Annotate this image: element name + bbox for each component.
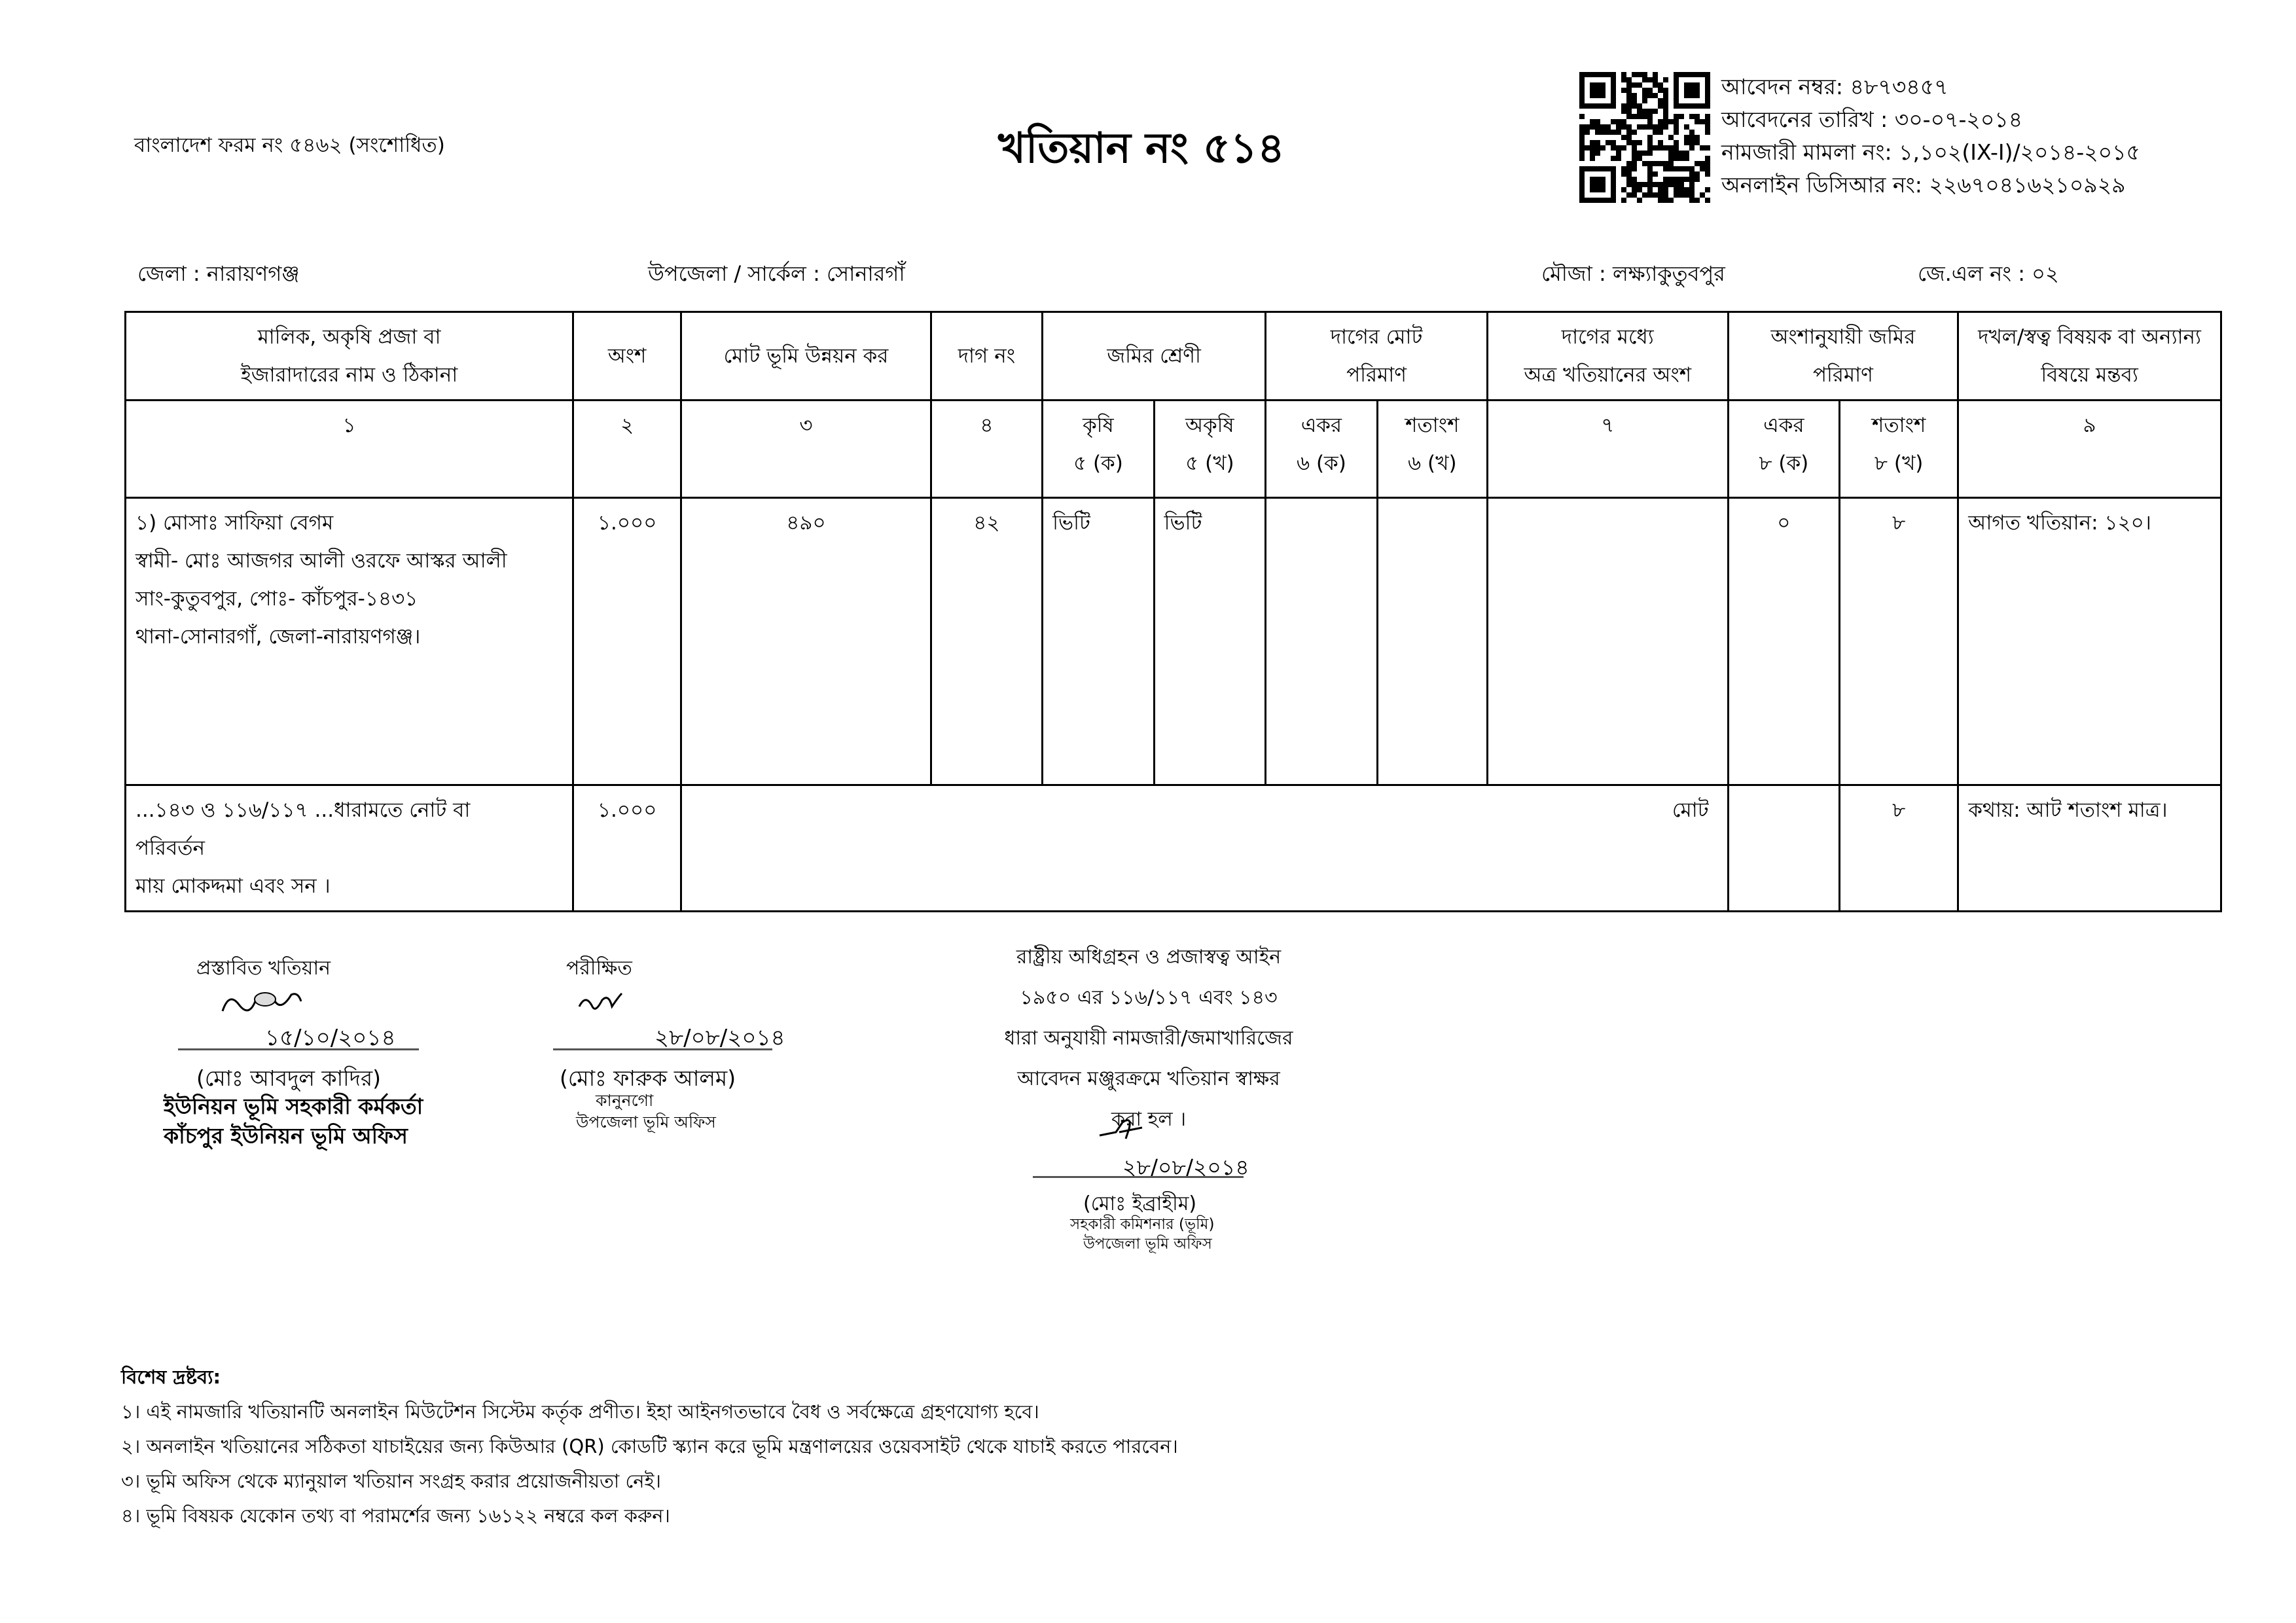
note-item: ৩। ভূমি অফিস থেকে ম্যানুয়াল খতিয়ান সংগ্রহ করার প্রয়োজনীয়তা নেই। — [121, 1470, 662, 1492]
col-num-6a — [1266, 401, 1377, 498]
application-date: আবেদনের তারিখ : ৩০-০৭-২০১৪ — [1721, 107, 2023, 132]
table-header-row — [126, 312, 2221, 401]
signature-icon — [1096, 1116, 1145, 1145]
header-share: অংশ — [573, 312, 681, 401]
header-dag-total — [1266, 312, 1488, 401]
approved-office: উপজেলা ভূমি অফিস — [1083, 1236, 1212, 1253]
header-remarks — [1958, 312, 2221, 401]
tax-cell: ৪৯০ — [681, 498, 931, 785]
header-owner-line: মালিক, অকৃষি প্রজা বা — [257, 325, 441, 349]
total-row — [126, 785, 2221, 912]
approval-line: ১৯৫০ এর ১১৬/১১৭ এবং ১৪৩ — [1020, 986, 1278, 1009]
col-num-6b — [1377, 401, 1487, 498]
owner-spouse: স্বামী- মোঃ আজগর আলী ওরফে আস্কর আলী — [135, 549, 507, 573]
dag-acre-cell — [1266, 498, 1377, 785]
approved-designation: সহকারী কমিশনার (ভূমি) — [1070, 1216, 1215, 1233]
sub-number: ৬ (ক) — [1296, 452, 1346, 475]
upazila-label: উপজেলা / সার্কেল : সোনারগাঁ — [648, 261, 905, 286]
akrishi-cell: ভিটি — [1154, 498, 1266, 785]
owner-cell — [126, 498, 573, 785]
col-num-3: ৩ — [681, 401, 931, 498]
approval-line: আবেদন মঞ্জুরক্রমে খতিয়ান স্বাক্ষর — [1017, 1067, 1280, 1090]
district-label: জেলা : নারায়ণগঞ্জ — [137, 261, 300, 286]
form-number: বাংলাদেশ ফরম নং ৫৪৬২ (সংশোধিত) — [134, 134, 445, 157]
sub-number: ৮ (খ) — [1874, 452, 1924, 475]
header-line: পরিমাণ — [1812, 363, 1873, 387]
proposed-office: কাঁচপুর ইউনিয়ন ভূমি অফিস — [164, 1123, 408, 1149]
examined-date: ২৮/০৮/২০১৪ — [655, 1025, 785, 1051]
approval-line: ধারা অনুযায়ী নামজারী/জমাখারিজের — [1004, 1027, 1293, 1050]
online-dcr-number: অনলাইন ডিসিআর নং: ২২৬৭০৪১৬২১০৯২৯ — [1721, 172, 2126, 198]
owner-address: থানা-সোনারগাঁ, জেলা-নারায়ণগঞ্জ। — [135, 625, 421, 649]
header-dag-share — [1487, 312, 1728, 401]
khatian-table — [124, 311, 2222, 912]
krishi-cell: ভিটি — [1043, 498, 1154, 785]
col-num-9: ৯ — [1958, 401, 2221, 498]
owner-address: সাং-কুতুবপুর, পোঃ- কাঁচপুর-১৪৩১ — [135, 587, 418, 611]
header-owner-line: ইজারাদারের নাম ও ঠিকানা — [240, 363, 458, 387]
jl-number-label: জে.এল নং : ০২ — [1918, 261, 2059, 286]
header-line: দাগের মোট — [1330, 325, 1423, 349]
application-number: আবেদন নম্বর: ৪৮৭৩৪৫৭ — [1721, 74, 1948, 99]
dag-shotangsho-cell — [1377, 498, 1487, 785]
shotangsho-cell: ৮ — [1840, 498, 1958, 785]
examined-name: (মোঃ ফারুক আলম) — [560, 1065, 736, 1091]
total-label: মোট — [681, 785, 1728, 912]
signature-icon — [216, 985, 308, 1021]
col-num-8b — [1840, 401, 1958, 498]
examined-designation: কানুনগো — [596, 1091, 654, 1110]
sub-label: একর — [1763, 414, 1804, 437]
application-info — [1721, 71, 2140, 202]
signature-line — [553, 1048, 772, 1050]
header-line: দাগের মধ্যে — [1561, 325, 1654, 349]
mutation-case-number: নামজারী মামলা নং: ১,১০২(IX-I)/২০১৪-২০১৫ — [1721, 139, 2140, 165]
header-tax: মোট ভূমি উন্নয়ন কর — [681, 312, 931, 401]
note-item: ৪। ভূমি বিষয়ক যেকোন তথ্য বা পরামর্শের জন্য ১৬১২২ নম্বরে কল করুন। — [121, 1505, 670, 1527]
in-words-cell: কথায়: আট শতাংশ মাত্র। — [1958, 785, 2221, 912]
note-line: ...১৪৩ ও ১১৬/১১৭ ...ধারামতে নোট বা — [135, 798, 471, 822]
col-num-5b — [1154, 401, 1266, 498]
proposed-date: ১৫/১০/২০১৪ — [265, 1025, 396, 1051]
header-land-class: জমির শ্রেণী — [1043, 312, 1266, 401]
sub-label: অকৃষি — [1185, 414, 1234, 437]
col-num-4: ৪ — [931, 401, 1042, 498]
col-num-5a — [1043, 401, 1154, 498]
sub-number: ৮ (ক) — [1759, 452, 1809, 475]
notes-heading: বিশেষ দ্রষ্টব্য: — [121, 1366, 221, 1388]
note-line: পরিবর্তন — [135, 836, 205, 860]
sub-number: ৬ (খ) — [1408, 452, 1457, 475]
total-acre-cell — [1728, 785, 1839, 912]
proposed-designation: ইউনিয়ন ভূমি সহকারী কর্মকর্তা — [164, 1094, 423, 1119]
sub-number: ৫ (ক) — [1073, 452, 1123, 475]
header-line: বিষয়ে মন্তব্য — [2041, 363, 2138, 387]
note-item: ২। অনলাইন খতিয়ানের সঠিকতা যাচাইয়ের জন্য কিউআর (QR) কোডটি স্ক্যান করে ভূমি মন্ত্রণালয়ের ওয়েবসাইট থেকে যাচাই করতে পারবেন। — [121, 1435, 1178, 1457]
total-share-cell: ১.০০০ — [573, 785, 681, 912]
special-notes — [121, 1360, 1178, 1533]
examined-heading: পরীক্ষিত — [566, 957, 632, 980]
header-owner — [126, 312, 573, 401]
approval-statement — [969, 937, 1329, 1140]
sub-number: ৫ (খ) — [1185, 452, 1234, 475]
dag-share-cell — [1487, 498, 1728, 785]
proposed-name: (মোঃ আবদুল কাদির) — [196, 1065, 381, 1091]
note-item: ১। এই নামজারি খতিয়ানটি অনলাইন মিউটেশন সিস্টেম কর্তৃক প্রণীত। ইহা আইনগতভাবে বৈধ ও সর্বক্ষেত্রে গ্রহণযোগ্য হবে। — [121, 1400, 1039, 1423]
sub-label: কৃষি — [1083, 414, 1114, 437]
approval-line: করা হল । — [1111, 1108, 1187, 1131]
signature-icon — [576, 987, 628, 1020]
approved-name: (মোঃ ইব্রাহীম) — [1083, 1192, 1197, 1215]
header-line: পরিমাণ — [1346, 363, 1407, 387]
total-shotangsho-cell: ৮ — [1840, 785, 1958, 912]
proposed-heading: প্রস্তাবিত খতিয়ান — [196, 957, 331, 980]
sub-label: একর — [1300, 414, 1342, 437]
header-share-land — [1728, 312, 1958, 401]
sub-label: শতাংশ — [1405, 414, 1460, 437]
acre-cell: ০ — [1728, 498, 1839, 785]
col-num-2: ২ — [573, 401, 681, 498]
header-dag: দাগ নং — [931, 312, 1042, 401]
header-line: দখল/স্বত্ব বিষয়ক বা অন্যান্য — [1978, 325, 2202, 349]
examined-office: উপজেলা ভূমি অফিস — [576, 1113, 716, 1132]
col-num-8a — [1728, 401, 1839, 498]
owner-name: ১) মোসাঃ সাফিয়া বেগম — [135, 511, 334, 535]
mouza-label: মৌজা : লক্ষ্যাকুতুবপুর — [1541, 261, 1725, 286]
sub-label: শতাংশ — [1872, 414, 1926, 437]
dag-cell: ৪২ — [931, 498, 1042, 785]
note-line: মায় মোকদ্দমা এবং সন । — [135, 874, 331, 898]
signature-line — [1033, 1176, 1244, 1178]
remarks-cell: আগত খতিয়ান: ১২০। — [1958, 498, 2221, 785]
share-cell: ১.০০০ — [573, 498, 681, 785]
table-row — [126, 498, 2221, 785]
header-line: অত্র খতিয়ানের অংশ — [1524, 363, 1692, 387]
signature-line — [178, 1048, 419, 1050]
qr-code-icon[interactable] — [1579, 72, 1710, 203]
col-num-1: ১ — [126, 401, 573, 498]
header-line: অংশানুযায়ী জমির — [1770, 325, 1916, 349]
approved-date: ২৮/০৮/২০১৪ — [1122, 1154, 1249, 1180]
page-title: খতিয়ান নং ৫১৪ — [998, 124, 1285, 173]
approval-line: রাষ্ট্রীয় অধিগ্রহন ও প্রজাস্বত্ব আইন — [1016, 946, 1282, 969]
note-cell — [126, 785, 573, 912]
column-number-row — [126, 401, 2221, 498]
col-num-7: ৭ — [1487, 401, 1728, 498]
